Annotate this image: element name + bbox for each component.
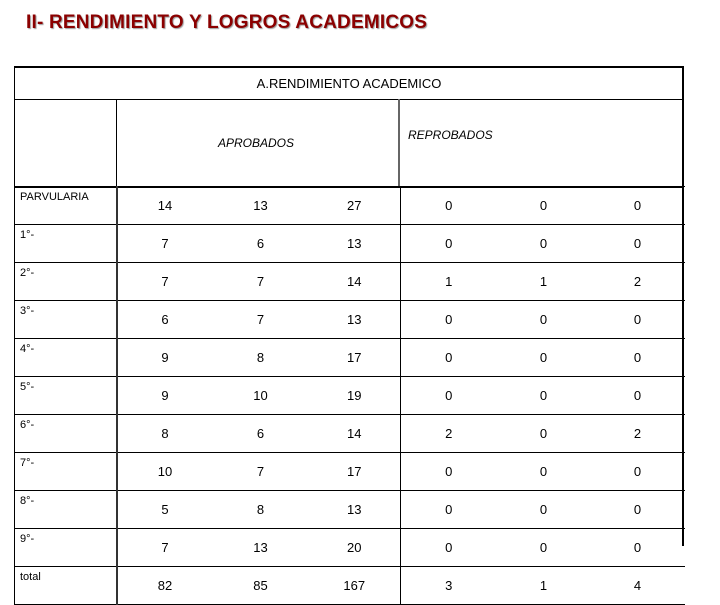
table-cell: 0: [497, 225, 591, 263]
table-cell: 0: [497, 301, 591, 339]
section-title: A.RENDIMIENTO ACADEMICO: [256, 76, 442, 91]
table-cell: 27: [309, 187, 401, 225]
table-row: [15, 225, 685, 263]
table-row: [15, 301, 685, 339]
failed-header: REPROBADOS: [408, 128, 493, 142]
table-cell: 8: [117, 415, 213, 453]
table-cell: 7: [213, 301, 309, 339]
table-cell: 2: [591, 415, 685, 453]
table-cell: 0: [497, 377, 591, 415]
table-cell: 8: [213, 339, 309, 377]
table-cell: 14: [117, 187, 213, 225]
header-divider-left: [116, 99, 117, 186]
row-label: total: [15, 567, 117, 605]
table-row: [15, 339, 685, 377]
table-cell: 0: [591, 491, 685, 529]
table-cell: 14: [309, 263, 401, 301]
table-cell: 0: [591, 225, 685, 263]
table-cell: 0: [497, 415, 591, 453]
table-cell: 0: [401, 339, 497, 377]
table-cell: 0: [591, 453, 685, 491]
row-label: 3°-: [15, 301, 117, 339]
row-label: 7°-: [15, 453, 117, 491]
table-row: [15, 377, 685, 415]
table-cell: 13: [309, 491, 401, 529]
table-cell: 14: [309, 415, 401, 453]
table-cell: 6: [213, 415, 309, 453]
table-cell: 19: [309, 377, 401, 415]
table-cell: 0: [591, 301, 685, 339]
table-cell: 5: [117, 491, 213, 529]
table-cell: 8: [213, 491, 309, 529]
table-row: [15, 529, 685, 567]
table-cell: 10: [213, 377, 309, 415]
table-cell: 85: [213, 567, 309, 605]
table-cell: 17: [309, 453, 401, 491]
table-cell: 9: [117, 377, 213, 415]
table-cell: 7: [213, 453, 309, 491]
table-cell: 9: [117, 339, 213, 377]
table-cell: 10: [117, 453, 213, 491]
row-label: 4°-: [15, 339, 117, 377]
table-cell: 20: [309, 529, 401, 567]
row-label: 5°-: [15, 377, 117, 415]
table-row: [15, 453, 685, 491]
table-cell: 0: [401, 225, 497, 263]
slide-title: II- RENDIMIENTO Y LOGROS ACADEMICOS: [26, 12, 428, 33]
row-label: 2°-: [15, 263, 117, 301]
header-divider-middle: [398, 99, 400, 186]
table-cell: 0: [497, 339, 591, 377]
table-cell: 0: [401, 187, 497, 225]
table-cell: 0: [497, 529, 591, 567]
table-cell: 13: [213, 187, 309, 225]
table-cell: 7: [117, 529, 213, 567]
table-cell: 0: [591, 187, 685, 225]
table-cell: 0: [401, 377, 497, 415]
table-cell: 1: [497, 263, 591, 301]
table-cell: 82: [117, 567, 213, 605]
table-cell: 6: [213, 225, 309, 263]
row-label: 8°-: [15, 491, 117, 529]
table-row: [15, 567, 685, 605]
table-cell: 6: [117, 301, 213, 339]
table-cell: 13: [213, 529, 309, 567]
table-cell: 0: [497, 187, 591, 225]
table-cell: 0: [401, 491, 497, 529]
table-row: [15, 491, 685, 529]
table-cell: 0: [401, 453, 497, 491]
table-cell: 3: [401, 567, 497, 605]
table-cell: 0: [497, 491, 591, 529]
row-label: 6°-: [15, 415, 117, 453]
performance-table: [14, 186, 685, 605]
table-cell: 2: [591, 263, 685, 301]
table-row: [15, 415, 685, 453]
row-label: 9°-: [15, 529, 117, 567]
table-cell: 13: [309, 225, 401, 263]
table-cell: 0: [591, 339, 685, 377]
table-cell: 7: [213, 263, 309, 301]
approved-header: APROBADOS: [218, 136, 295, 150]
table-cell: 0: [591, 529, 685, 567]
table-cell: 0: [497, 453, 591, 491]
row-label: PARVULARIA: [15, 187, 117, 225]
table-cell: 7: [117, 263, 213, 301]
table-cell: 13: [309, 301, 401, 339]
table-cell: 17: [309, 339, 401, 377]
table-cell: 0: [401, 301, 497, 339]
table-cell: 167: [309, 567, 401, 605]
table-cell: 7: [117, 225, 213, 263]
table-cell: 2: [401, 415, 497, 453]
table-row: [15, 187, 685, 225]
table-cell: 1: [497, 567, 591, 605]
table-cell: 4: [591, 567, 685, 605]
table-cell: 0: [401, 529, 497, 567]
header-divider: [14, 99, 684, 100]
table-cell: 1: [401, 263, 497, 301]
row-label: 1°-: [15, 225, 117, 263]
table-row: [15, 263, 685, 301]
table-cell: 0: [591, 377, 685, 415]
